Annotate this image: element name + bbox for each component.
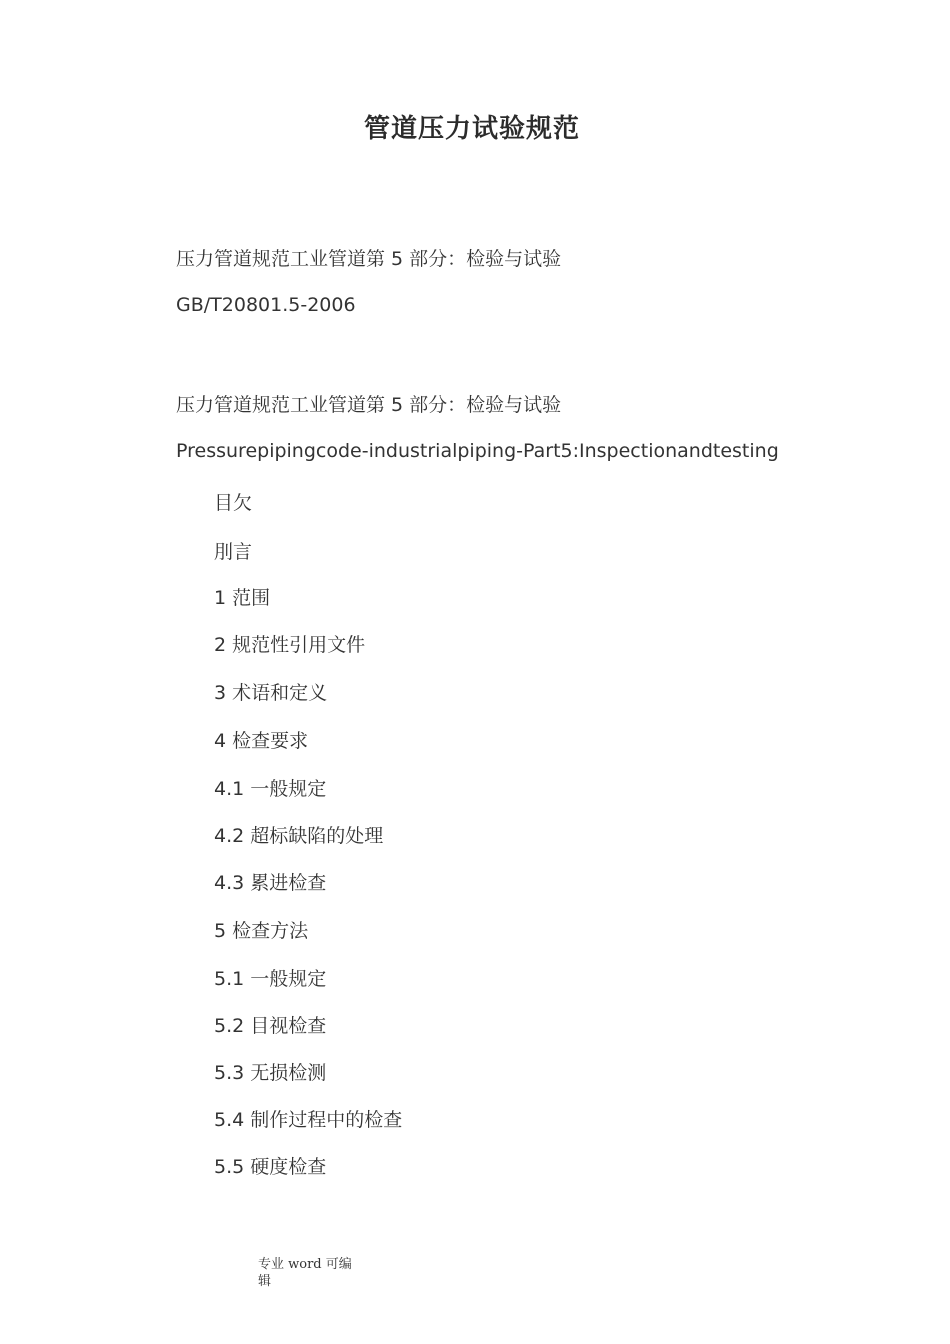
toc-item-foreword: 刖言 — [214, 541, 253, 563]
toc-item-4: 4 检查要求 — [214, 730, 309, 752]
standard-number: GB/T20801.5-2006 — [176, 294, 356, 316]
toc-heading: 目欠 — [214, 492, 253, 514]
toc-item-4-3: 4.3 累进检查 — [214, 872, 327, 894]
standard-title-cn-repeat: 压力管道规范工业管道第 5 部分：检验与试验 — [176, 394, 562, 416]
toc-item-5: 5 检查方法 — [214, 920, 309, 942]
toc-item-4-1: 4.1 一般规定 — [214, 778, 327, 800]
toc-item-1: 1 范围 — [214, 587, 271, 609]
standard-title-cn: 压力管道规范工业管道第 5 部分：检验与试验 — [176, 248, 562, 270]
toc-item-4-2: 4.2 超标缺陷的处理 — [214, 825, 384, 847]
page-footer — [258, 1256, 358, 1290]
footer-line-2: 辑 — [258, 1274, 272, 1289]
toc-item-5-4: 5.4 制作过程中的检查 — [214, 1109, 403, 1131]
standard-title-en: Pressurepipingcode-industrialpiping-Part5:Inspectionandtesting — [176, 440, 779, 462]
toc-item-2: 2 规范性引用文件 — [214, 634, 366, 656]
document-title: 管道压力试验规范 — [363, 114, 580, 144]
toc-item-3: 3 术语和定义 — [214, 682, 328, 704]
toc-item-5-1: 5.1 一般规定 — [214, 968, 327, 990]
toc-item-5-2: 5.2 目视检查 — [214, 1015, 327, 1037]
toc-item-5-3: 5.3 无损检测 — [214, 1062, 327, 1084]
toc-item-5-5: 5.5 硬度检查 — [214, 1156, 327, 1178]
footer-line-1: 专业 word 可编 — [258, 1257, 352, 1272]
